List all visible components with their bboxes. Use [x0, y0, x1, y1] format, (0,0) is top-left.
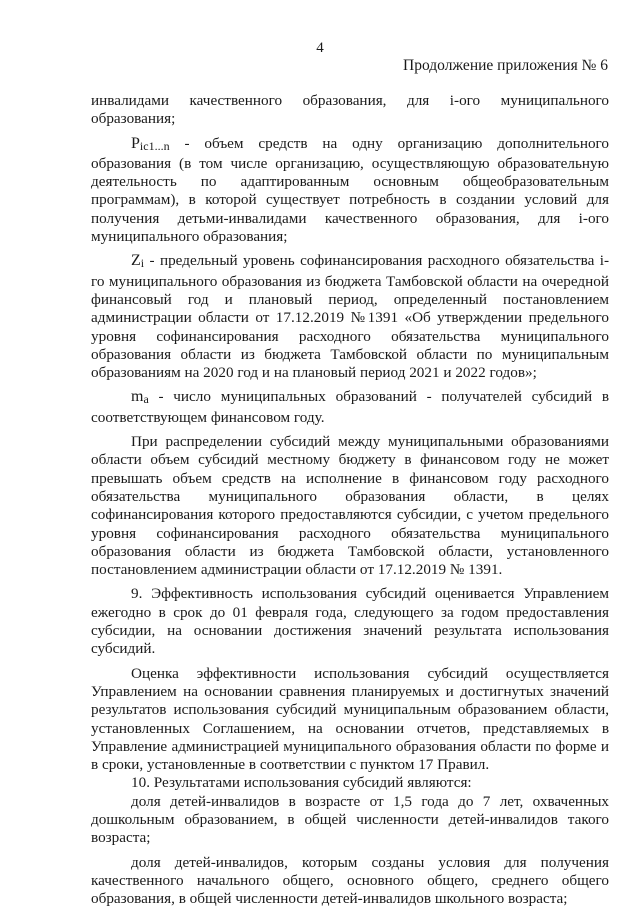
- paragraph-7-evaluation: Оценка эффективности использования субсидий осуществляется Управлением на основании сравнения планируемых и достигнутых значений результатов использования субсидий муниципальным образованием области, установленных Соглашением, на основании отчетов, представляемых в Управление администрацией муниципального образования области по форме и в сроки, установленные в соответствии с пунктом 17 Правил.: [91, 664, 609, 774]
- formula-symbol-m: m: [131, 388, 144, 406]
- document-body: [91, 92, 609, 908]
- formula-subscript-z: i: [140, 256, 145, 271]
- appendix-continuation-note: Продолжение приложения № 6: [403, 57, 608, 74]
- formula-symbol-z: Z: [131, 252, 141, 270]
- page-number: 4: [316, 40, 324, 56]
- paragraph-3-definition-z: [91, 252, 609, 382]
- paragraph-6-efficiency: 9. Эффективность использования субсидий оценивается Управлением ежегодно в срок до 01 февраля года, следующего за годом предоставления субсидии, на основании достижения значений результата использования субсидий.: [91, 585, 609, 658]
- paragraph-1: инвалидами качественного образования, для i-ого муниципального образования;: [91, 92, 609, 128]
- formula-symbol-p: P: [131, 134, 140, 152]
- definition-text-z: - предельный уровень софинансирования расходного обязательства i-го муниципального образования из бюджета Тамбовской области на очередной финансовый год и плановый период, определенный постановлением администрации области от 17.12.2019 №1391 «Об утверждении предельного уровня софинансирования расходного обязательства муниципального образования области из бюджета Тамбовской области по муниципальным образованиям на 2020 год и на плановый период 2021 и 2022 годов»;: [91, 252, 609, 382]
- paragraph-2-definition-p: [91, 135, 609, 247]
- paragraph-9-result-preschool: доля детей-инвалидов в возрасте от 1,5 года до 7 лет, охваченных дошкольным образованием, в общей численности детей-инвалидов такого возраста;: [91, 792, 609, 847]
- paragraph-8-results-heading: 10. Результатами использования субсидий являются:: [131, 774, 472, 792]
- paragraph-5-distribution: При распределении субсидий между муниципальными образованиями области объем субсидий местному бюджету в финансовом году не может превышать объем средств на исполнение в финансовом году расходного обязательства муниципального образования области, в целях софинансирования которого предоставляются субсидии, с учетом предельного уровня софинансирования расходного обязательства муниципального образования области из бюджета Тамбовской области, установленного постановлением администрации области от 17.12.2019 № 1391.: [91, 433, 609, 579]
- formula-subscript-m: a: [143, 392, 149, 407]
- definition-text-p: - объем средств на одну организацию дополнительного образования (в том числе организацию, осуществляющую образовательную деятельность по адаптированным основным общеобразовательным программам), в которой существует потребность в создании условий для получения детьми-инвалидами качественного образования, для i-ого муниципального образования;: [91, 134, 609, 246]
- paragraph-10-result-school: доля детей-инвалидов, которым созданы условия для получения качественного начального общего, основного общего, среднего общего образования, в общей численности детей-инвалидов школьного возраста;: [91, 853, 609, 908]
- definition-text-m: - число муниципальных образований - получателей субсидий в соответствующем финансовом году.: [91, 388, 609, 426]
- paragraph-4-definition-m: [91, 388, 609, 427]
- formula-subscript-p: ic1...n: [139, 138, 170, 153]
